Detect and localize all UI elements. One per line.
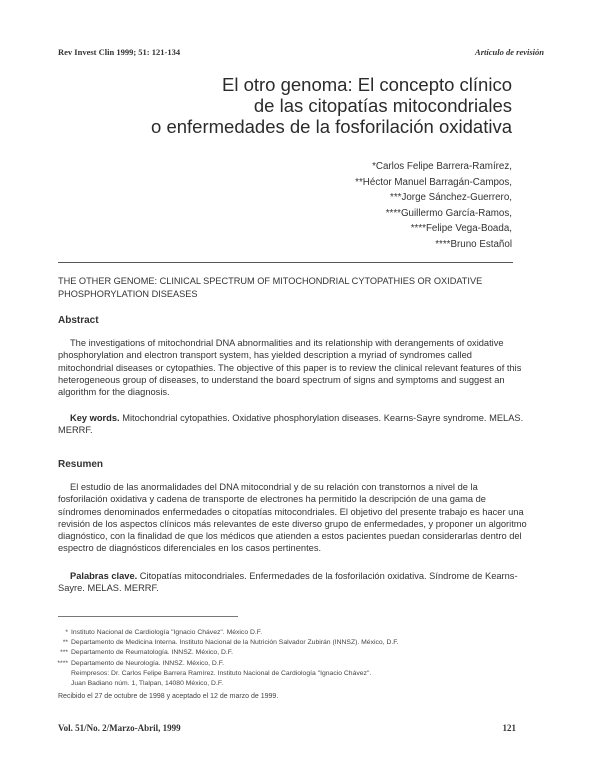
abstract-text [58, 337, 528, 398]
author: ****Guillermo García-Ramos, [385, 207, 512, 219]
resumen-body: El estudio de las anormalidades del DNA mitocondrial y de su relación con transtornos a nivel de la fosforilación oxidativa y cadena de transporte de electrones ha permitido la descripción de una gama de síndromes denominados enfermedades o citopatías mitocondriales. El objetivo del presente trabajo es hacer una revisión de los aspectos clínicos más relevantes de este diverso grupo de enfermedades, y proponer un algoritmo diagnóstico, con la finalidad de que los médicos que atienden a estos pacientes puedan considerarlas dentro del espectro de diagnósticos diferenciales en los casos pertinentes. [58, 482, 527, 554]
keywords-label: Key words. [70, 413, 120, 423]
title-line: El otro genoma: El concepto clínico [222, 74, 512, 95]
divider [58, 262, 513, 263]
resumen-text [58, 481, 528, 555]
author: *Carlos Felipe Barrera-Ramírez, [372, 161, 512, 172]
footnote-address: Juan Badiano núm. 1, Tlalpan, 14080 México, D.F. [71, 680, 224, 688]
footnote: **** Departamento de Neurología. INNSZ. México, D.F. [57, 659, 224, 667]
keywords-text: Mitochondrial cytopathies. Oxidative phosphorylation diseases. Kearns-Sayre syndrome. MELAS. MERRF. [58, 413, 524, 436]
resumen-heading: Resumen [58, 459, 104, 470]
abstract-body: The investigations of mitochondrial DNA abnormalities and its relationship with derangements of oxidative phosphorylation and electron transport system, has yielded description a myriad of syndromes called mitochondrial diseases or cytopathies. The objective of this paper is to review the clinical relevant features of this heterogeneous group of diseases, to understand the board spectrum of signs and symptoms and suggest an algorithm for the diagnosis. [58, 338, 522, 398]
palabras-clave-text: Citopatías mitocondriales. Enfermedades de la fosforilación oxidativa. Síndrome de Kearns-Sayre. MELAS. MERRF. [58, 571, 518, 594]
palabras-clave-label: Palabras clave. [70, 571, 138, 581]
palabras-clave [58, 570, 528, 595]
keywords [58, 412, 528, 437]
article-title [151, 74, 512, 137]
title-line: o enfermedades de la fosforilación oxidativa [151, 116, 512, 137]
author: ****Felipe Vega-Boada, [410, 223, 512, 234]
author: ****Bruno Estañol [435, 238, 512, 250]
abstract-heading: Abstract [58, 315, 99, 326]
section-label: Artículo de revisión [475, 47, 544, 57]
footnote-divider [58, 616, 238, 617]
footnote: * Instituto Nacional de Cardiología "Ignacio Chávez". México D.F. [65, 629, 263, 636]
footer-volume: Vol. 51/No. 2/Marzo-Abril, 1999 [58, 723, 181, 733]
page-number: 121 [502, 723, 516, 733]
title-line: de las citopatías mitocondriales [253, 95, 512, 116]
footnote-reprints: Reimpresos: Dr. Carlos Felipe Barrera Ramírez. Instituto Nacional de Cardiología "Ignacio Chávez". [71, 669, 372, 677]
author-list [355, 159, 512, 252]
footnote: ** Departamento de Medicina Interna. Instituto Nacional de la Nutrición Salvador Zubirán (INNSZ). México, D.F. [62, 639, 399, 647]
footnote: *** Departamento de Reumatología. INNSZ. México, D.F. [60, 649, 234, 657]
journal-citation: Rev Invest Clin 1999; 51: 121-134 [58, 47, 181, 57]
english-title: THE OTHER GENOME: CLINICAL SPECTRUM OF MITOCHONDRIAL CYTOPATHIES OR OXIDATIVE PHOSPHORYLATION DISEASES [58, 276, 483, 299]
author: **Héctor Manuel Barragán-Campos, [355, 176, 512, 188]
author: ***Jorge Sánchez-Guerrero, [390, 192, 512, 203]
received-date: Recibido el 27 de octubre de 1998 y aceptado el 12 de marzo de 1999. [58, 693, 279, 700]
footnotes [42, 628, 542, 689]
